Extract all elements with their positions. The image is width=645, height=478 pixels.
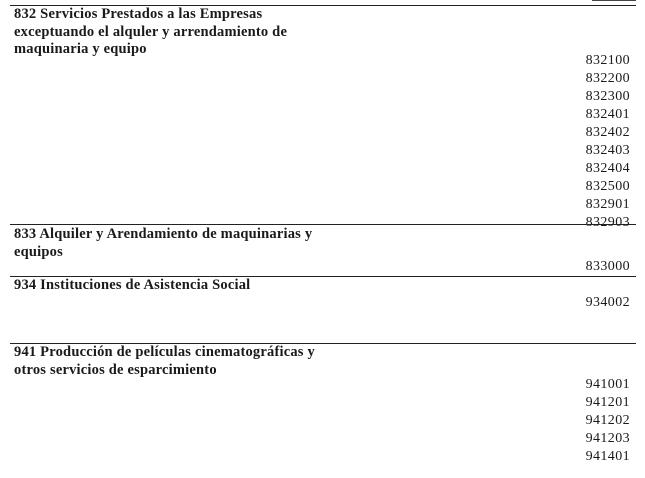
code-item: 832901 bbox=[585, 197, 630, 212]
code-item: 832404 bbox=[585, 161, 630, 176]
code-item: 832500 bbox=[585, 179, 630, 194]
code-list-941 bbox=[560, 376, 630, 466]
code-item: 941401 bbox=[585, 449, 630, 464]
section-title-941: 941 Producción de películas cinematográficas y otros servicios de esparcimiento bbox=[14, 344, 315, 378]
code-item: 934002 bbox=[585, 295, 630, 310]
code-item: 941201 bbox=[585, 395, 630, 410]
code-list-934 bbox=[560, 294, 630, 312]
section-title-832: 832 Servicios Prestados a las Empresas exceptuando el alquler y arrendamiento de maquinaria y equipo bbox=[14, 6, 288, 57]
code-item: 832401 bbox=[585, 107, 630, 122]
code-item: 832903 bbox=[585, 215, 630, 230]
code-item: 833000 bbox=[585, 259, 630, 274]
code-item: 941202 bbox=[585, 413, 630, 428]
code-item: 941203 bbox=[585, 431, 630, 446]
top-divider bbox=[592, 0, 636, 1]
code-item: 832402 bbox=[585, 125, 630, 140]
section-divider bbox=[10, 224, 636, 225]
section-title-833: 833 Alquiler y Arendamiento de maquinarias y equipos bbox=[14, 226, 313, 260]
code-item: 832300 bbox=[585, 89, 630, 104]
code-list-833 bbox=[560, 258, 630, 276]
code-list-832 bbox=[560, 52, 630, 232]
code-item: 941001 bbox=[585, 377, 630, 392]
section-title-934: 934 Instituciones de Asistencia Social bbox=[14, 277, 251, 293]
code-item: 832403 bbox=[585, 143, 630, 158]
code-item: 832100 bbox=[585, 53, 630, 68]
code-item: 832200 bbox=[585, 71, 630, 86]
